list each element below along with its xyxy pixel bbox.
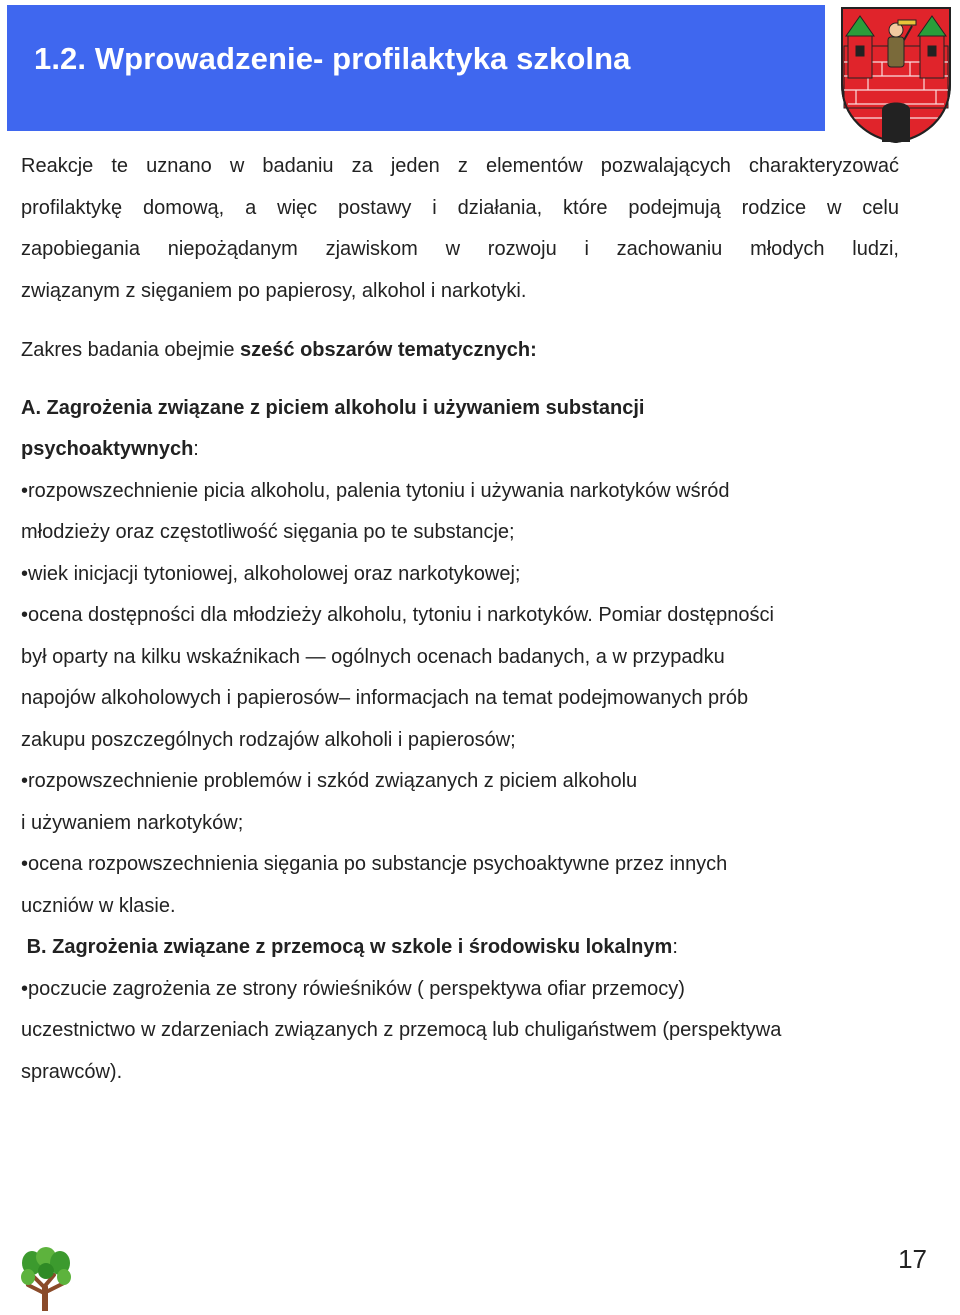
scope-text: Zakres badania obejmie (21, 339, 241, 361)
section-a-heading-cont (21, 429, 899, 471)
section-b-heading (21, 927, 899, 969)
section-a-line: •wiek inicjacji tytoniowej, alkoholowej oraz narkotykowej; (21, 562, 521, 585)
section-a-line: młodzieży oraz częstotliwość sięgania po te substancje; (21, 521, 515, 543)
section-b-line: sprawców). (21, 1060, 123, 1083)
section-b-line: •poczucie zagrożenia ze strony rówieśników ( perspektywa ofiar przemocy) (21, 977, 685, 1000)
intro-line: Reakcje te uznano w badaniu za jeden z elementów pozwalających charakteryzować (21, 155, 899, 177)
page-title: 1.2. Wprowadzenie- profilaktyka szkolna (34, 41, 631, 76)
section-a-line: był oparty na kilku wskaźnikach — ogólnych ocenach badanych, a w przypadku (21, 645, 725, 668)
tree-logo-icon (20, 1247, 72, 1311)
section-b-heading-suffix: : (672, 936, 678, 958)
section-b-heading-bold: B. Zagrożenia związane z przemocą w szkole i środowisku lokalnym (26, 936, 673, 958)
section-a-line: i używaniem narkotyków; (21, 811, 244, 834)
section-a-heading-bold: psychoaktywnych (21, 438, 194, 460)
main-content (21, 146, 899, 1093)
section-b-line: uczestnictwo w zdarzeniach związanych z przemocą lub chuligaństwem (perspektywa (21, 1019, 782, 1041)
section-a-line: uczniów w klasie. (21, 894, 176, 917)
scope-paragraph (21, 330, 899, 372)
header-banner (7, 5, 825, 131)
intro-line: związanym z sięganiem po papierosy, alkohol i narkotyki. (21, 279, 527, 302)
section-a-heading: A. Zagrożenia związane z piciem alkoholu i używaniem substancji (21, 396, 645, 419)
section-a-heading-suffix: : (193, 438, 199, 460)
section-a-line: •ocena rozpowszechnienia sięgania po substancje psychoaktywne przez innych (21, 853, 728, 875)
intro-line: zapobiegania niepożądanym zjawiskom w rozwoju i zachowaniu młodych ludzi, (21, 238, 899, 260)
section-a-line: napojów alkoholowych i papierosów– informacjach na temat podejmowanych prób (21, 687, 749, 709)
section-a-line: •rozpowszechnienie picia alkoholu, palenia tytoniu i używania narkotyków wśród (21, 479, 730, 502)
intro-line: profilaktykę domową, a więc postawy i działania, które podejmują rodzice w celu (21, 196, 899, 219)
section-a-line: •ocena dostępności dla młodzieży alkoholu, tytoniu i narkotyków. Pomiar dostępności (21, 604, 774, 626)
page-number: 17 (898, 1244, 927, 1274)
section-a-line: zakupu poszczególnych rodzajów alkoholi i papierosów; (21, 728, 516, 751)
coat-of-arms-icon (838, 6, 954, 144)
scope-bold-text: sześć obszarów tematycznych: (240, 339, 537, 361)
section-a-line: •rozpowszechnienie problemów i szkód związanych z piciem alkoholu (21, 770, 638, 792)
